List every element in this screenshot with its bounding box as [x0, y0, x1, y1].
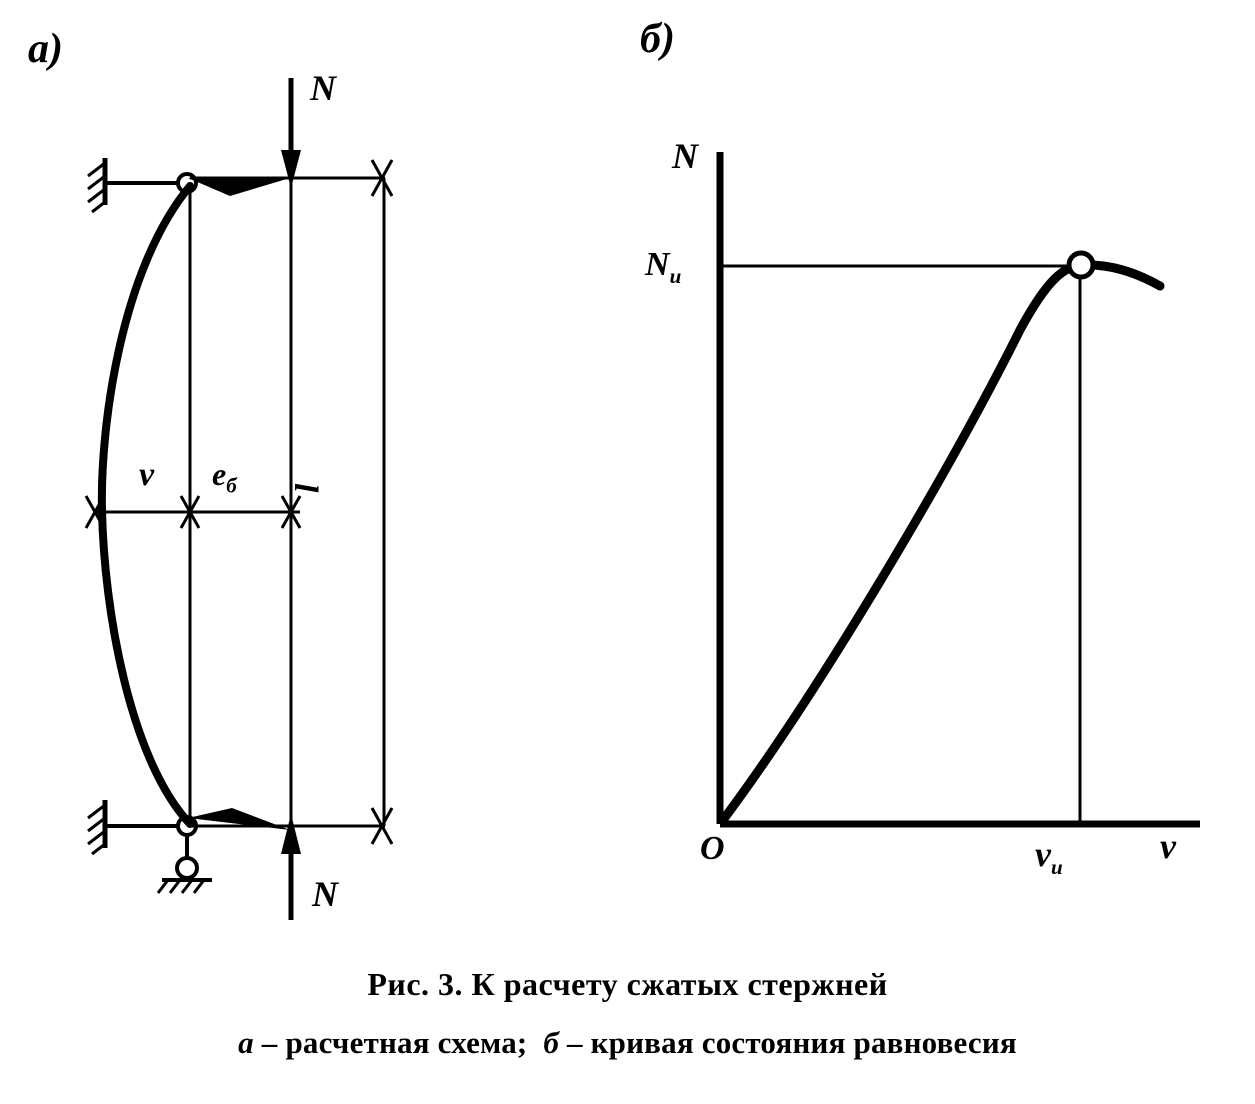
support-bottom-pin — [105, 817, 212, 893]
figure-caption — [0, 966, 1255, 1061]
label-force-bottom: N — [312, 874, 338, 914]
caption-b-letter: б — [543, 1025, 560, 1060]
label-force-top: N — [310, 68, 336, 108]
caption-b-text: – кривая состояния равновесия — [559, 1025, 1017, 1060]
label-eccentricity — [212, 458, 237, 496]
label-critical-deflection-base: v — [1035, 834, 1051, 874]
force-arrow-bottom — [281, 814, 301, 920]
label-critical-deflection-sub: u — [1050, 855, 1063, 880]
label-critical-deflection — [1035, 836, 1063, 878]
label-deflection-v: v — [139, 456, 155, 493]
panel-a-label: a) — [28, 26, 63, 72]
panel-a-diagram — [0, 0, 620, 960]
caption-title: Рис. 3. К расчету сжатых стержней — [367, 966, 888, 1002]
panel-b-label: б) — [640, 16, 675, 62]
label-length-l: l — [287, 483, 324, 493]
caption-a-text: – расчетная схема; — [253, 1025, 544, 1060]
dimension-midspan — [86, 496, 300, 528]
equilibrium-curve — [723, 265, 1160, 820]
force-arrow-top — [281, 78, 301, 188]
label-axis-n: N — [672, 136, 698, 176]
support-bottom-wall — [88, 800, 105, 854]
caption-a-letter: a — [238, 1025, 254, 1060]
label-critical-force-sub: u — [669, 263, 682, 288]
label-critical-force-base: N — [645, 246, 670, 283]
label-eccentricity-base: e — [212, 456, 227, 492]
node-wedge-top — [188, 178, 290, 196]
label-critical-force — [645, 248, 681, 287]
panel-b-chart — [620, 0, 1255, 960]
label-origin: O — [700, 830, 725, 867]
label-eccentricity-sub: б — [226, 473, 237, 498]
label-axis-v: v — [1160, 826, 1176, 866]
caption-subtitle — [0, 1025, 1255, 1061]
support-top-wall — [88, 158, 105, 212]
buckled-column-curve — [102, 186, 190, 824]
critical-point-marker — [1069, 253, 1093, 277]
